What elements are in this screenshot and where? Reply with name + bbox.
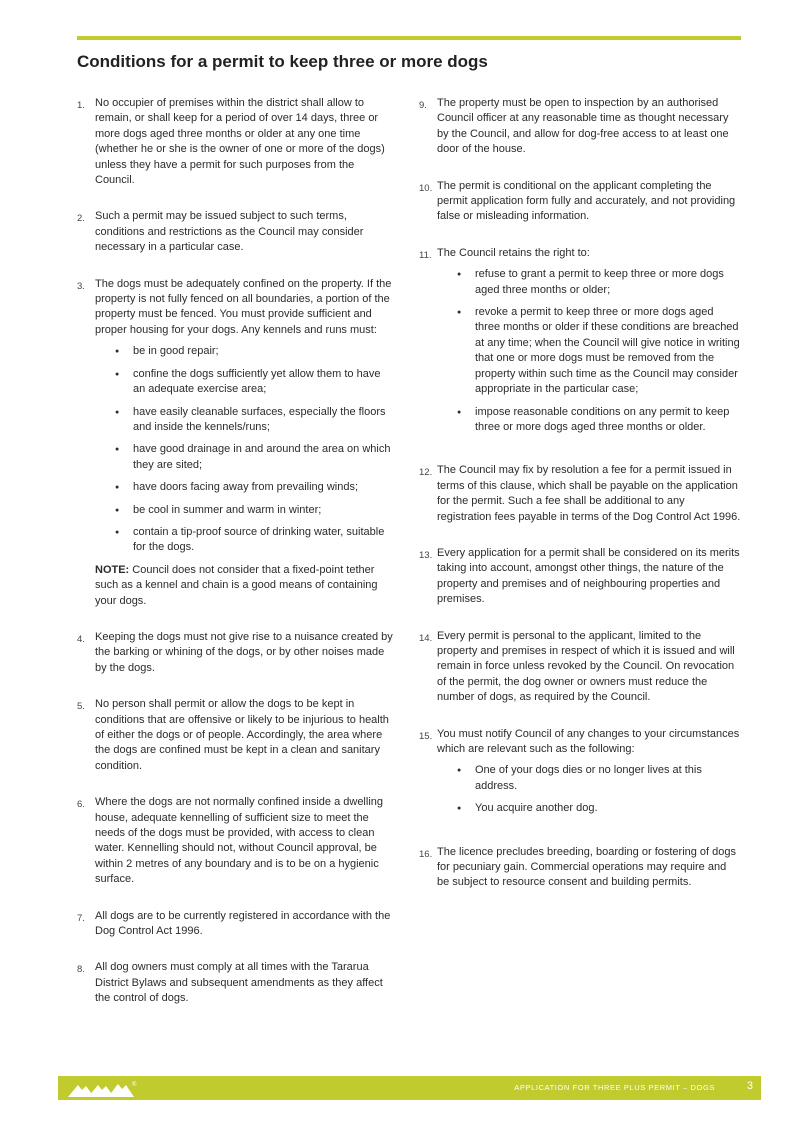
condition-item-11 — [419, 246, 741, 442]
item-text: The permit is conditional on the applicant completing the permit application form fully and accurately, and not providing false or misleading information. — [437, 179, 736, 223]
condition-item-2 — [77, 209, 395, 255]
list-item: ● impose reasonable conditions on any permit to keep three or more dogs aged three months or older. — [457, 405, 741, 436]
item-number: 8. — [77, 964, 85, 976]
note-label: NOTE: — [95, 563, 130, 576]
condition-item-4 — [77, 630, 395, 676]
item-text: Keeping the dogs must not give rise to a nuisance created by the barking or whining of the dogs, or by other noises made by the dogs. — [95, 630, 393, 674]
item-number: 2. — [77, 213, 85, 225]
condition-item-6 — [77, 795, 395, 887]
list-item: ● be cool in summer and warm in winter; — [115, 503, 395, 518]
condition-item-3 — [77, 277, 395, 609]
note-text: Council does not consider that a fixed-point tether such as a kennel and chain is a good means of containing your dogs. — [95, 563, 378, 607]
condition-item-5 — [77, 697, 395, 774]
top-rule — [77, 36, 741, 40]
footer-bar — [58, 1076, 761, 1100]
list-item: ● have good drainage in and around the area on which they are sited; — [115, 442, 395, 473]
item-number: 14. — [419, 632, 433, 644]
page-number: 3 — [746, 1080, 753, 1092]
item-number: 9. — [419, 100, 427, 111]
item-text: The property must be open to inspection by an authorised Council officer at any reasonable time as thought necessary by the Council, and allow for dog-free access to at least one door of the house. — [437, 97, 729, 156]
list-item: ● confine the dogs sufficiently yet allow them to have an adequate exercise area; — [115, 367, 395, 398]
left-column — [77, 96, 395, 1028]
item-text: The Council may fix by resolution a fee for a permit issued in terms of this clause, which shall be payable on the application for the permit. Such a fee shall be additional to any registration fees payable in terms of the Dog Control Act 1996. — [437, 464, 741, 523]
item-number: 11. — [419, 249, 432, 261]
item-text: No occupier of premises within the district shall allow to remain, or shall keep for a period of over 14 days, three or more dogs aged three months or older at any one time (whether he or she is the owner of one or more of the dogs) unless they have a permit for such purposes from the Council. — [95, 97, 385, 187]
list-item: ● be in good repair; — [115, 344, 395, 359]
item-text: All dogs are to be currently registered in accordance with the Dog Control Act 1996. — [95, 909, 391, 938]
condition-item-1 — [77, 96, 395, 188]
item-number: 4. — [77, 633, 85, 645]
note — [95, 563, 395, 609]
condition-item-8 — [77, 960, 395, 1006]
item-text: The Council retains the right to: — [437, 246, 590, 259]
page-title: Conditions for a permit to keep three or more dogs — [77, 52, 488, 71]
item-text: All dog owners must comply at all times with the Tararua District Bylaws and subsequent amendments as they affect the control of dogs. — [95, 961, 383, 1005]
condition-item-7 — [77, 909, 395, 940]
condition-item-13 — [419, 546, 741, 608]
item-number: 5. — [77, 701, 85, 713]
item-number: 6. — [77, 799, 85, 811]
condition-item-9 — [419, 96, 741, 158]
kennel-requirements-list — [95, 344, 395, 555]
council-logo-icon — [66, 1079, 138, 1099]
item-text: No person shall permit or allow the dogs to be kept in conditions that are offensive or likely to be injurious to health of either the dogs or of people. Accordingly, the area where the dogs are confined must be kept in a clean and sanitary condition. — [95, 698, 389, 772]
item-text: Such a permit may be issued subject to such terms, conditions and restrictions as the Council may consider necessary in a particular case. — [95, 210, 364, 254]
condition-item-16 — [419, 845, 741, 891]
item-text: Where the dogs are not normally confined inside a dwelling house, adequate kennelling of sufficient size to meet the needs of the dogs must be provided, with access to clean water. Kennelling should not, without Council approval, be within 2 metres of any boundary and is to be on a hygienic surface. — [95, 796, 383, 886]
list-item: ● revoke a permit to keep three or more dogs aged three months or older if these conditions are breached at any time; when the Council will give notice in writing that one or more dogs must be removed from the property within such time as the Council may consider appropriate in the particular case; — [457, 305, 741, 397]
item-text: You must notify Council of any changes to your circumstances which are relevant such as the following: — [437, 727, 740, 755]
item-text: The licence precludes breeding, boarding or fostering of dogs for pecuniary gain. Commercial operations may require and be subject to resource consent and building permits. — [437, 845, 737, 889]
condition-item-15 — [419, 727, 741, 824]
right-column — [419, 96, 741, 912]
item-number: 7. — [77, 912, 85, 924]
item-number: 15. — [419, 730, 433, 742]
list-item: ● have doors facing away from prevailing winds; — [115, 480, 395, 495]
item-number: 12. — [419, 467, 433, 479]
condition-item-14 — [419, 629, 741, 706]
registered-mark: ® — [132, 1082, 137, 1088]
council-rights-list — [437, 267, 741, 435]
notify-changes-list — [437, 763, 741, 816]
list-item: ● You acquire another dog. — [457, 801, 741, 816]
item-number: 10. — [419, 182, 433, 194]
list-item: ● have easily cleanable surfaces, especially the floors and inside the kennels/runs; — [115, 405, 395, 436]
list-item: ● contain a tip-proof source of drinking water, suitable for the dogs. — [115, 525, 395, 556]
item-number: 16. — [419, 848, 433, 860]
item-number: 1. — [77, 100, 85, 111]
item-text: Every application for a permit shall be considered on its merits taking into account, amongst other things, the nature of the property and premises and of neighbouring properties and premises. — [437, 546, 740, 606]
item-number: 3. — [77, 280, 85, 292]
item-text: The dogs must be adequately confined on the property. If the property is not fully fenced on all boundaries, a portion of the property must be fenced. You must provide sufficient and proper housing for your dogs. Any kennels and runs must: — [95, 277, 392, 336]
condition-item-12 — [419, 463, 741, 525]
list-item: ● One of your dogs dies or no longer lives at this address. — [457, 763, 741, 794]
footer-title: APPLICATION FOR THREE PLUS PERMIT – DOGS — [514, 1083, 715, 1092]
condition-item-10 — [419, 179, 741, 225]
list-item: ● refuse to grant a permit to keep three or more dogs aged three months or older; — [457, 267, 741, 298]
item-text: Every permit is personal to the applicant, limited to the property and premises in respect of which it is issued and will remain in force unless revoked by the Council. On revocation of the permit, the dog owner or owners must reduce the number of dogs, as required by the Council. — [437, 629, 735, 704]
item-number: 13. — [419, 549, 433, 561]
